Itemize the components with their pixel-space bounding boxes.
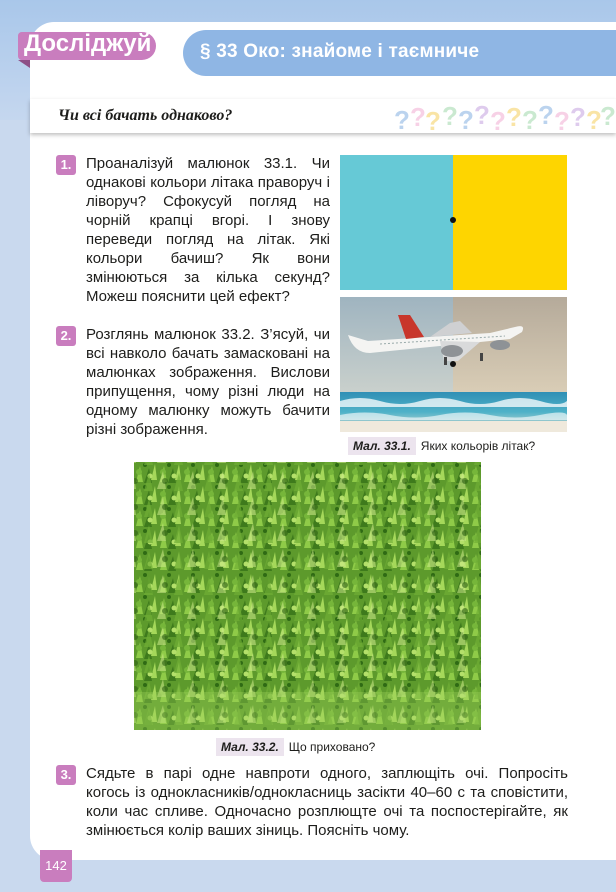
task-1-number: 1. (56, 155, 76, 175)
svg-text:?: ? (554, 106, 570, 136)
svg-text:?: ? (490, 106, 506, 136)
question-marks-decoration (394, 96, 616, 136)
figure-33-2-label: Мал. 33.2. (216, 738, 284, 756)
svg-text:?: ? (538, 100, 554, 130)
figure-33-1-label: Мал. 33.1. (348, 437, 416, 455)
task-3-number: 3. (56, 765, 76, 785)
question-heading: Чи всі бачать однаково? (58, 107, 233, 124)
task-2-text: Розглянь малюнок 33.2. З’ясуй, чи всі навколо бачать замасковані на малюнках зображення. Вислови припущення, чому різні люди на одному малюнку можуть бачити різні зображення. (86, 326, 330, 438)
figure-33-2-stereogram (134, 462, 481, 730)
svg-text:?: ? (410, 102, 426, 132)
svg-text:?: ? (600, 101, 616, 131)
page-number: 142 (40, 850, 72, 882)
color-block-right (453, 155, 567, 290)
section-title: § 33 Око: знайоме і таємниче (200, 41, 480, 62)
svg-text:?: ? (586, 105, 602, 135)
svg-text:?: ? (458, 105, 474, 135)
svg-text:?: ? (570, 102, 586, 132)
color-block-left (340, 155, 453, 290)
badge-label: Досліджуй (24, 30, 152, 57)
figure-33-1-caption-text: Яких кольорів літак? (420, 439, 536, 453)
task-2-number: 2. (56, 326, 76, 346)
svg-text:?: ? (506, 102, 522, 132)
figure-33-2-caption (216, 740, 375, 754)
figure-33-1-airplane-photo (340, 297, 567, 432)
svg-text:?: ? (474, 100, 490, 130)
task-3-text: Сядьте в парі одне навпроти одного, заплющіть очі. Попросіть когось із однокласників/однокласниць засікти 40–60 с та сповістити, коли час спливе. Одночасно розплющте очі та поспостерігайте, як змінюється колір ваших зіниць. Поясніть чому. (86, 765, 568, 839)
figure-33-1-caption (348, 439, 535, 453)
figure-33-2-caption-text: Що приховано? (288, 740, 376, 754)
svg-text:?: ? (442, 101, 458, 131)
focus-dot (450, 217, 456, 223)
task-1-text: Проаналізуй малюнок 33.1. Чи однакові кольори літака праворуч і ліворуч? Сфокусуй погляд на чорній крапці вгорі. І знову переведи погляд на літак. Які кольори бачиш? Як вони змінюються за кілька секунд? Можеш пояснити цей ефект? (86, 155, 330, 305)
svg-text:?: ? (522, 105, 538, 135)
figure-33-1-color-blocks (340, 155, 567, 290)
badge-fold (18, 60, 30, 68)
svg-text:?: ? (394, 105, 410, 135)
svg-text:?: ? (425, 106, 441, 136)
